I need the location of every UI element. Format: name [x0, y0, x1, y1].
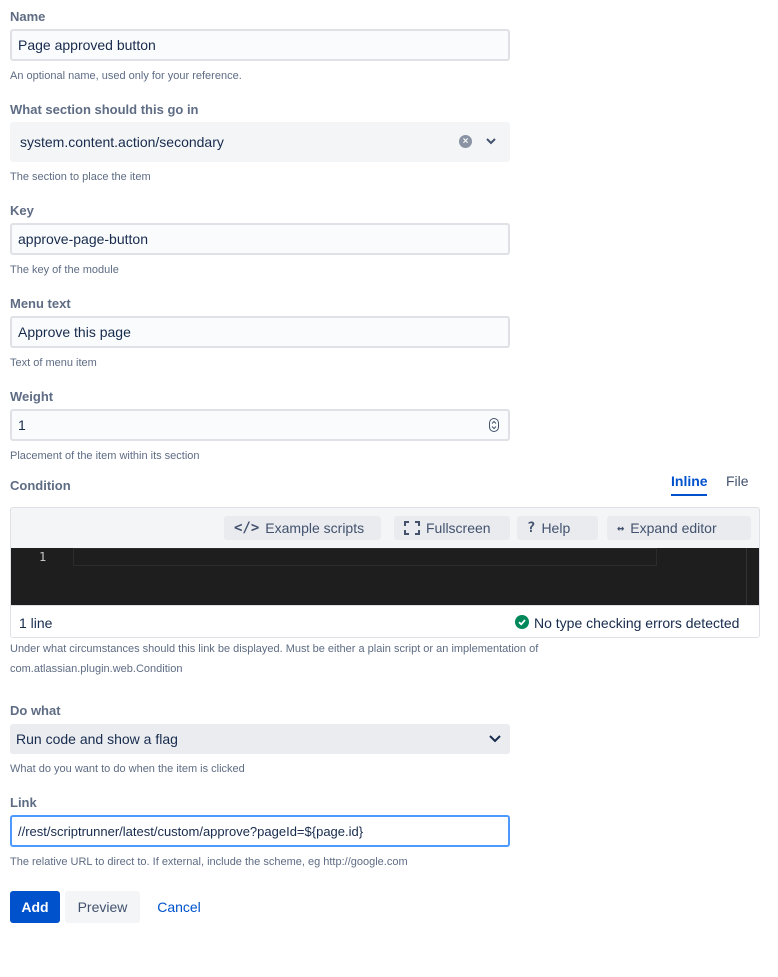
example-scripts-button[interactable]	[224, 516, 381, 540]
editor-scrollbar[interactable]	[746, 548, 747, 605]
menu-text-label: Menu text	[10, 296, 71, 311]
key-label: Key	[10, 203, 34, 218]
condition-help-line1: Under what circumstances should this link be displayed. Must be either a plain script or an implementation of	[10, 643, 539, 655]
weight-label: Weight	[10, 389, 54, 404]
link-input[interactable]	[10, 815, 510, 847]
chevron-down-icon[interactable]	[488, 734, 502, 744]
editor-footer	[11, 605, 760, 638]
weight-input[interactable]	[10, 409, 510, 441]
weight-help: Placement of the item within its section	[10, 450, 200, 462]
do-what-help: What do you want to do when the item is clicked	[10, 763, 245, 775]
section-select-value: system.content.action/secondary	[20, 134, 224, 150]
tab-inline-indicator	[671, 494, 707, 496]
expand-editor-label: Expand editor	[630, 520, 717, 536]
key-help: The key of the module	[10, 264, 119, 276]
line-count: 1 line	[19, 615, 53, 631]
check-circle-icon	[515, 615, 529, 629]
code-icon: </>	[234, 520, 260, 536]
name-label: Name	[10, 9, 46, 24]
chevron-down-icon[interactable]	[485, 137, 497, 147]
expand-arrows-icon: ↔	[617, 521, 625, 535]
cancel-button[interactable]: Cancel	[157, 899, 201, 915]
fullscreen-button[interactable]	[394, 516, 510, 540]
link-label: Link	[10, 795, 37, 810]
preview-button[interactable]: Preview	[65, 891, 140, 923]
condition-help-line2: com.atlassian.plugin.web.Condition	[10, 663, 183, 675]
do-what-value: Run code and show a flag	[16, 731, 178, 747]
key-input[interactable]	[10, 223, 510, 255]
section-label: What section should this go in	[10, 102, 199, 117]
name-input[interactable]	[10, 29, 510, 61]
add-button[interactable]: Add	[10, 891, 60, 923]
tab-inline[interactable]: Inline	[671, 473, 708, 489]
expand-editor-button[interactable]	[607, 516, 751, 540]
current-line-highlight	[73, 548, 657, 566]
example-scripts-label: Example scripts	[265, 520, 365, 536]
condition-editor	[10, 507, 760, 638]
fullscreen-label: Fullscreen	[426, 520, 491, 536]
tab-file[interactable]: File	[726, 473, 749, 489]
section-select[interactable]	[10, 122, 510, 162]
fullscreen-icon	[404, 521, 420, 535]
condition-label: Condition	[10, 478, 71, 493]
name-help: An optional name, used only for your reference.	[10, 70, 242, 82]
help-label: Help	[541, 520, 571, 536]
do-what-label: Do what	[10, 703, 61, 718]
clear-icon[interactable]: ×	[459, 135, 472, 148]
type-check-status: No type checking errors detected	[534, 615, 740, 631]
link-help: The relative URL to direct to. If external, include the scheme, eg http://google.com	[10, 856, 408, 868]
question-icon: ?	[527, 520, 536, 536]
line-number: 1	[39, 550, 47, 564]
code-editor[interactable]	[11, 548, 760, 605]
menu-text-input[interactable]	[10, 316, 510, 348]
menu-text-help: Text of menu item	[10, 357, 97, 369]
section-help: The section to place the item	[10, 171, 151, 183]
help-button[interactable]	[517, 516, 598, 540]
do-what-select[interactable]	[10, 724, 510, 754]
spinner-icon[interactable]	[489, 418, 499, 432]
